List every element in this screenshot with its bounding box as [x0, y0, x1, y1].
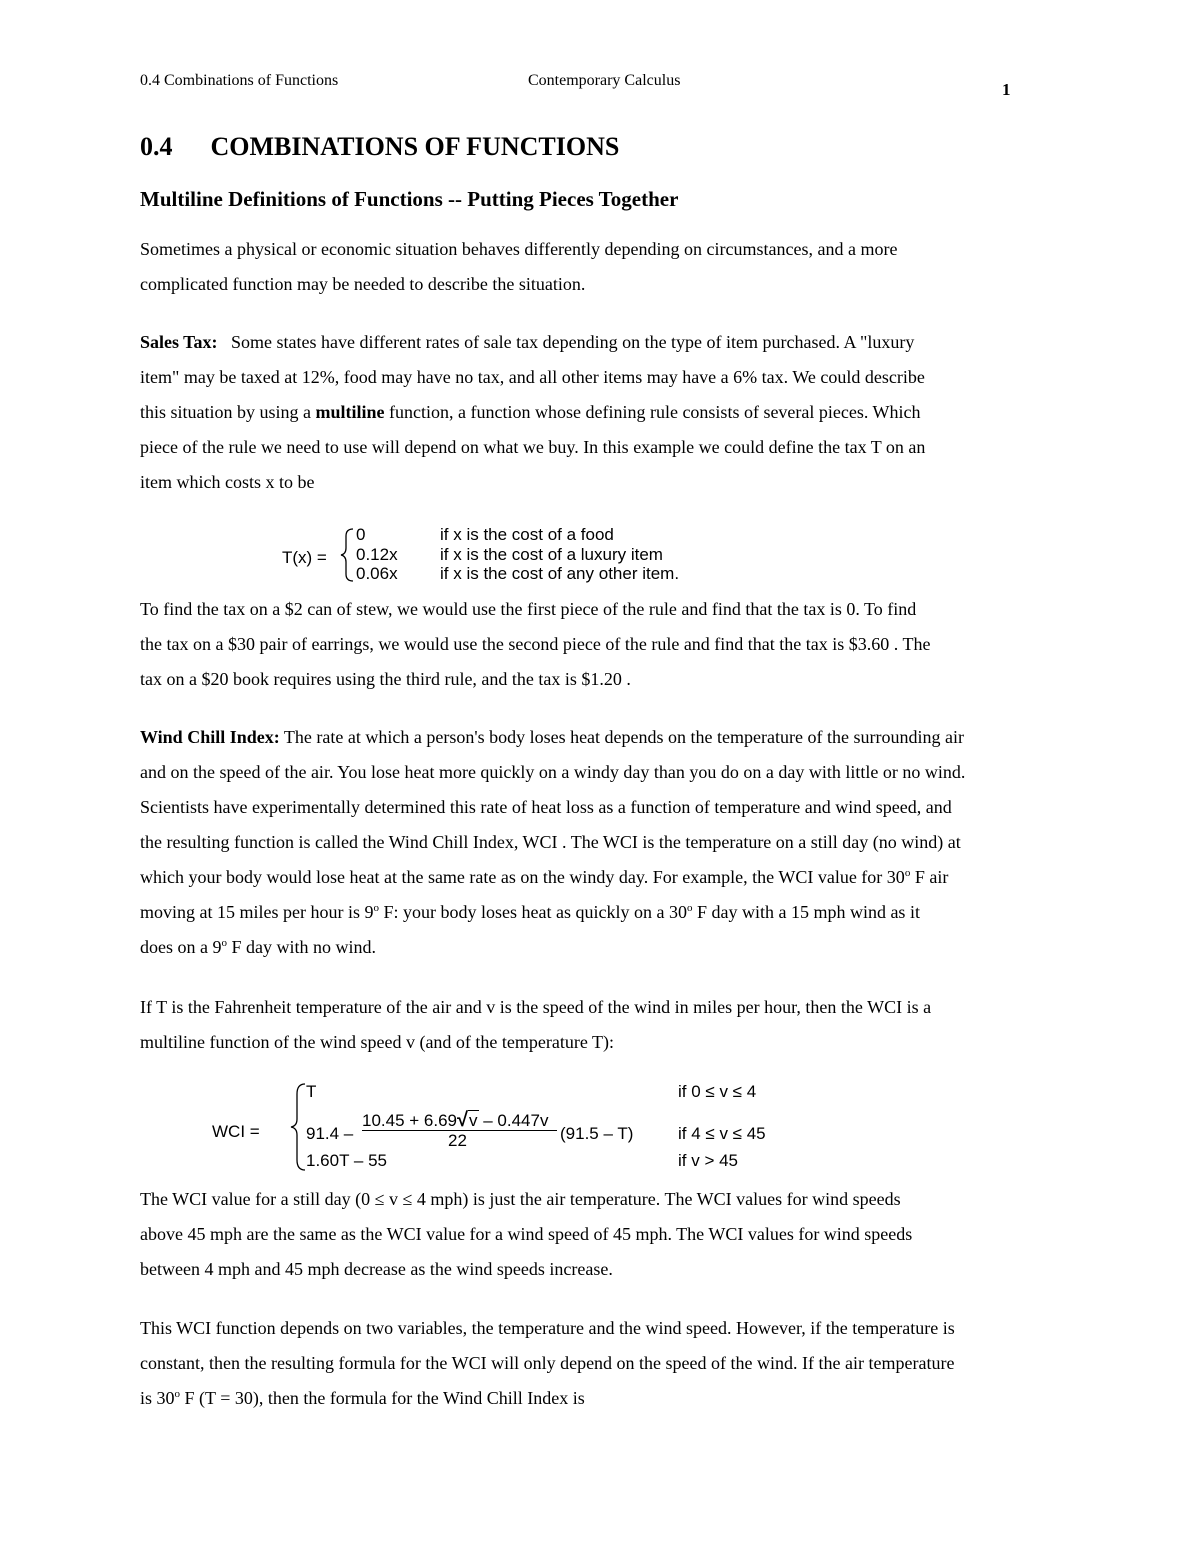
- text-line: does on a 9$^o$ F day with no wind.: [140, 937, 376, 957]
- sales-tax-heading: Sales Tax:: [140, 332, 218, 352]
- text-line: item which costs x to be: [140, 472, 315, 492]
- tax-case-expr: 0.12x: [356, 545, 398, 564]
- intro-paragraph: [140, 232, 897, 302]
- two-variables-paragraph: [140, 1311, 955, 1416]
- text-line: the tax on a $30 pair of earrings, we would use the second piece of the rule and find that the tax is $3.60 . The: [140, 634, 931, 654]
- wci-case1-expr: T: [306, 1082, 317, 1101]
- text-line: this situation by using a multiline function, a function whose defining rule consists of several pieces. Which: [140, 402, 921, 422]
- sqrt-symbol: √v: [457, 1109, 478, 1131]
- text-line: constant, then the resulting formula for the WCI will only depend on the speed of the wind. If the air temperature: [140, 1353, 955, 1373]
- tax-case-cond: if x is the cost of any other item.: [440, 564, 680, 583]
- section-title: [140, 132, 619, 162]
- text-line: piece of the rule we need to use will depend on what we buy. In this example we could define the tax T on an: [140, 437, 926, 457]
- degree-symbol: o: [686, 902, 693, 914]
- subsection-title: Multiline Definitions of Functions -- Putting Pieces Together: [140, 187, 679, 211]
- text-line: item" may be taxed at 12%, food may have no tax, and all other items may have a 6% tax. We could describe: [140, 367, 925, 387]
- text-line: and on the speed of the air. You lose heat more quickly on a windy day than you do on a day with little or no wind.: [140, 762, 966, 782]
- tax-case-expr: 0.06x: [356, 564, 398, 583]
- text-line: above 45 mph are the same as the WCI value for a wind speed of 45 mph. The WCI values for wind speeds: [140, 1224, 913, 1244]
- wci-notes-paragraph: [140, 1182, 912, 1287]
- text-line: This WCI function depends on two variables, the temperature and the wind speed. However, if the temperature is: [140, 1318, 955, 1338]
- text-line: between 4 mph and 45 mph decrease as the wind speeds increase.: [140, 1259, 613, 1279]
- multiline-term: multiline: [315, 402, 385, 422]
- tax-case-expr: 0: [356, 525, 366, 544]
- text-line: the resulting function is called the Wind Chill Index, WCI . The WCI is the temperature on a still day (no wind) at: [140, 832, 961, 852]
- text-line: tax on a $20 book requires using the third rule, and the tax is $1.20 .: [140, 669, 631, 689]
- wci-case2-cond: if 4 ≤ v ≤ 45: [678, 1124, 766, 1143]
- text-line: complicated function may be needed to describe the situation.: [140, 274, 586, 294]
- tax-case-cond: if x is the cost of a luxury item: [440, 545, 663, 564]
- text-line: To find the tax on a $2 can of stew, we would use the first piece of the rule and find that the tax is 0. To find: [140, 599, 917, 619]
- sales-tax-paragraph: [140, 325, 925, 500]
- tax-examples-paragraph: [140, 592, 930, 697]
- tax-equation-lhs: T(x) =: [282, 548, 327, 567]
- text-line: Wind Chill Index: The rate at which a person's body loses heat depends on the temperature of the surrounding air: [140, 727, 964, 747]
- tax-case-cond: if x is the cost of a food: [440, 525, 614, 544]
- text-line: moving at 15 miles per hour is 9$^o$ F: your body loses heat as quickly on a 30$^o$ F day with a 15 mph wind as it: [140, 902, 920, 922]
- wci-equation-lhs: WCI =: [212, 1122, 260, 1141]
- text-line: which your body would lose heat at the same rate as on the windy day. For example, the WCI value for 30$^o$ F air: [140, 867, 949, 887]
- page-number: 1: [1002, 80, 1011, 99]
- wci-case2-prefix: 91.4 –: [306, 1124, 354, 1143]
- degree-symbol: o: [904, 867, 911, 879]
- wci-case3-cond: if v > 45: [678, 1151, 739, 1170]
- section-title-text: COMBINATIONS OF FUNCTIONS: [210, 132, 620, 161]
- header-book-title: Contemporary Calculus: [528, 72, 681, 89]
- wind-chill-paragraph: [140, 720, 965, 965]
- wci-case2-denominator: 22: [448, 1131, 467, 1150]
- wci-case3-expr: 1.60T – 55: [306, 1151, 387, 1170]
- text-line: is 30$^o$ F (T = 30), then the formula for the Wind Chill Index is: [140, 1388, 585, 1408]
- wci-definition-paragraph: [140, 990, 931, 1060]
- left-brace: [340, 527, 356, 583]
- text-line: Sometimes a physical or economic situation behaves differently depending on circumstances, and a more: [140, 239, 898, 259]
- wci-case1-cond: if 0 ≤ v ≤ 4: [678, 1082, 757, 1101]
- wind-chill-heading: Wind Chill Index:: [140, 727, 280, 747]
- wci-case2-numerator: 10.45 + 6.69√v – 0.447v: [362, 1109, 549, 1131]
- text-line: If T is the Fahrenheit temperature of the air and v is the speed of the wind in miles per hour, then the WCI is a: [140, 997, 932, 1017]
- degree-symbol: o: [174, 1388, 181, 1400]
- text-line: multiline function of the wind speed v (and of the temperature T):: [140, 1032, 615, 1052]
- text-line: Scientists have experimentally determined this rate of heat loss as a function of temperature and wind speed, and: [140, 797, 952, 817]
- wci-case2-suffix: (91.5 – T): [560, 1124, 634, 1143]
- degree-symbol: o: [221, 937, 227, 949]
- header-section-label: 0.4 Combinations of Functions: [140, 72, 339, 89]
- section-number: 0.4: [140, 132, 173, 161]
- text-line: Sales Tax: Some states have different rates of sale tax depending on the type of item purchased. A "luxury: [140, 332, 915, 352]
- degree-symbol: o: [373, 902, 379, 914]
- text-line: The WCI value for a still day (0 ≤ v ≤ 4 mph) is just the air temperature. The WCI values for wind speeds: [140, 1189, 901, 1209]
